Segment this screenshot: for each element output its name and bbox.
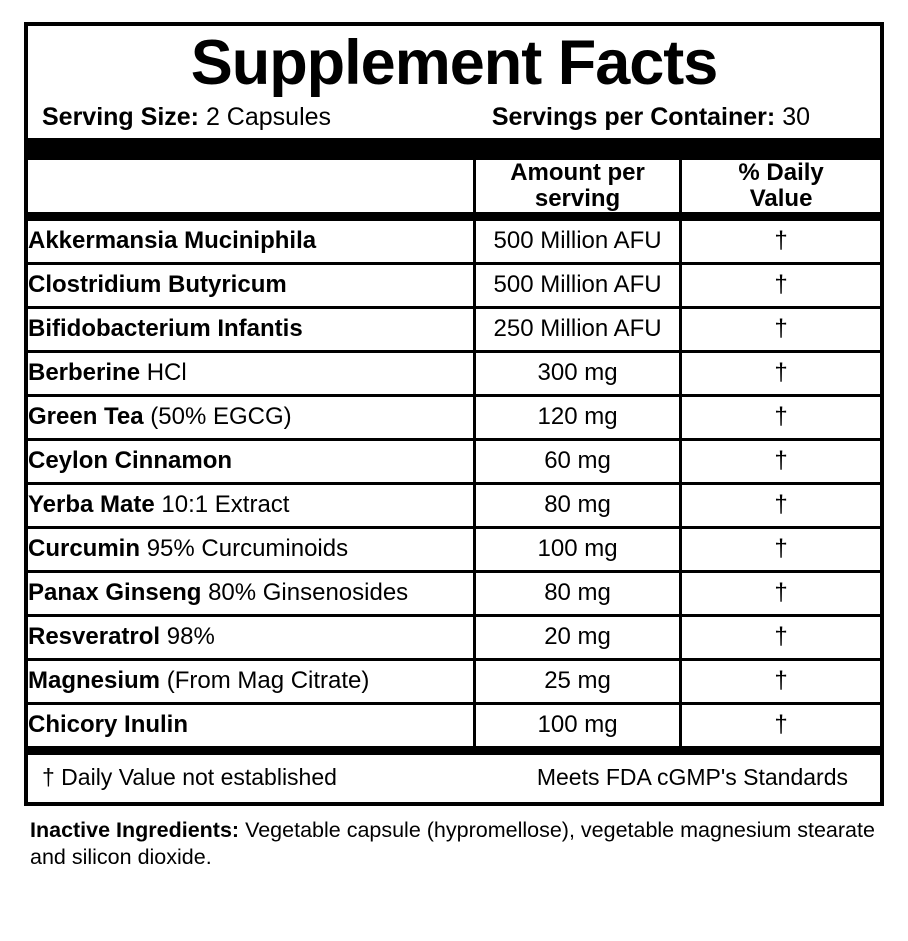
ingredient-amount: 80 mg: [474, 483, 680, 527]
header-dv-line1: % Daily: [738, 159, 824, 186]
ingredient-amount: 20 mg: [474, 615, 680, 659]
divider-above-footnote: [28, 746, 880, 755]
ingredient-name-bold: Clostridium Butyricum: [28, 271, 287, 299]
header-amount-line2: serving: [534, 184, 621, 212]
ingredient-daily-value: †: [681, 263, 880, 307]
header-blank: [28, 160, 474, 212]
servings-per-container: [492, 103, 866, 132]
ingredient-name-bold: Magnesium: [28, 667, 161, 695]
page-title: Supplement Facts: [190, 28, 718, 98]
ingredient-daily-value: †: [681, 483, 880, 527]
ingredient-daily-value: †: [681, 527, 880, 571]
table-row: [28, 527, 880, 571]
ingredient-name-bold: Bifidobacterium Infantis: [28, 315, 303, 343]
table-row: [28, 395, 880, 439]
gmp-footnote: Meets FDA cGMP's Standards: [536, 763, 848, 790]
table-header-row: [28, 160, 880, 212]
table-row: [28, 615, 880, 659]
ingredient-name: [28, 351, 474, 395]
table-row: [28, 439, 880, 483]
serving-size: [42, 103, 331, 132]
ingredient-name: [28, 439, 474, 483]
ingredient-daily-value: †: [681, 615, 880, 659]
divider-thick-top: [28, 138, 880, 160]
ingredient-name-bold: Panax Ginseng: [28, 579, 202, 607]
serving-size-label: Serving Size:: [42, 103, 199, 131]
ingredient-name: [28, 395, 474, 439]
ingredient-daily-value: †: [681, 307, 880, 351]
ingredient-name-bold: Akkermansia Muciniphila: [28, 227, 317, 255]
ingredient-name: [28, 703, 474, 746]
ingredients-table: [28, 221, 880, 746]
header-percent-daily-value: [681, 160, 880, 212]
ingredient-name-bold: Yerba Mate: [28, 491, 155, 519]
ingredient-name-bold: Berberine: [28, 359, 141, 387]
ingredient-name-bold: Resveratrol: [28, 623, 161, 651]
table-row: [28, 221, 880, 264]
ingredient-name: [28, 659, 474, 703]
serving-info-row: [28, 95, 880, 138]
ingredient-name: [28, 483, 474, 527]
daily-value-footnote: † Daily Value not established: [42, 763, 337, 790]
ingredient-amount: 120 mg: [474, 395, 680, 439]
ingredient-amount: 500 Million AFU: [474, 263, 680, 307]
ingredient-name-bold: Green Tea: [28, 403, 144, 431]
ingredient-amount: 250 Million AFU: [474, 307, 680, 351]
title-area: [28, 26, 880, 98]
supplement-facts-panel: [24, 22, 884, 806]
ingredient-amount: 500 Million AFU: [474, 221, 680, 264]
header-dv-line2: Value: [749, 184, 813, 212]
table-row: [28, 571, 880, 615]
ingredient-daily-value: †: [681, 351, 880, 395]
ingredient-name: [28, 307, 474, 351]
table-row: [28, 659, 880, 703]
ingredient-name-light: 10:1 Extract: [161, 491, 290, 519]
ingredient-amount: 60 mg: [474, 439, 680, 483]
ingredient-amount: 100 mg: [474, 527, 680, 571]
inactive-ingredients-text: Vegetable capsule (hypromellose), vegetable magnesium stearate and silicon dioxide.: [30, 817, 875, 870]
ingredient-name-bold: Chicory Inulin: [28, 711, 189, 739]
ingredient-name-bold: Ceylon Cinnamon: [28, 447, 233, 475]
ingredient-name: [28, 571, 474, 615]
ingredient-daily-value: †: [681, 221, 880, 264]
ingredient-amount: 300 mg: [474, 351, 680, 395]
servings-per-container-label: Servings per Container:: [491, 103, 776, 131]
inactive-ingredients: [24, 817, 884, 872]
ingredient-daily-value: †: [681, 439, 880, 483]
ingredient-name: [28, 221, 474, 264]
servings-per-container-value: 30: [782, 103, 810, 131]
ingredient-name-light: HCl: [146, 359, 187, 387]
ingredient-daily-value: †: [681, 659, 880, 703]
table-row: [28, 351, 880, 395]
table-row: [28, 307, 880, 351]
table-row: [28, 483, 880, 527]
ingredient-daily-value: †: [681, 395, 880, 439]
ingredient-amount: 25 mg: [474, 659, 680, 703]
inactive-ingredients-label: Inactive Ingredients:: [30, 817, 240, 842]
divider-under-header: [28, 212, 880, 221]
ingredient-name-light: (From Mag Citrate): [166, 667, 370, 695]
ingredient-amount: 100 mg: [474, 703, 680, 746]
footnote-row: [28, 755, 880, 802]
table-row: [28, 703, 880, 746]
serving-size-value: 2 Capsules: [205, 103, 332, 131]
ingredient-name: [28, 615, 474, 659]
ingredient-name-light: 80% Ginsenosides: [208, 579, 409, 607]
ingredient-name-light: 95% Curcuminoids: [146, 535, 349, 563]
facts-table: [28, 160, 880, 212]
ingredient-name-light: 98%: [166, 623, 215, 651]
ingredient-name-bold: Curcumin: [28, 535, 141, 563]
ingredient-name: [28, 263, 474, 307]
ingredient-name: [28, 527, 474, 571]
ingredient-amount: 80 mg: [474, 571, 680, 615]
ingredient-daily-value: †: [774, 711, 788, 739]
table-row: [28, 263, 880, 307]
header-amount-line1: Amount per: [510, 159, 645, 186]
ingredient-name-light: (50% EGCG): [150, 403, 292, 431]
ingredient-daily-value: †: [681, 571, 880, 615]
ingredients-body: [28, 221, 880, 746]
header-amount-per-serving: [474, 160, 680, 212]
